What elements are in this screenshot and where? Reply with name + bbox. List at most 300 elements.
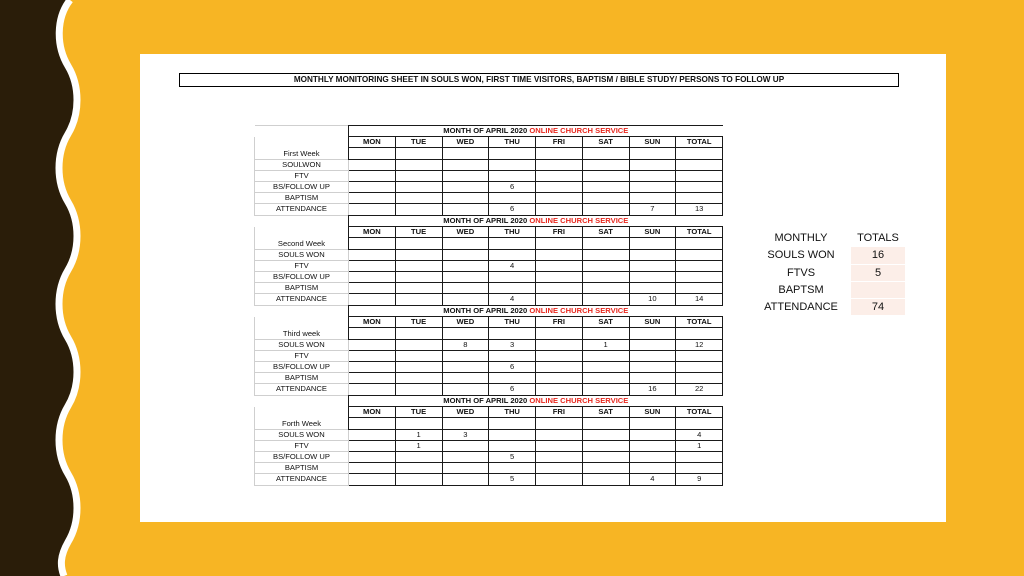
service-type-text: ONLINE CHURCH SERVICE bbox=[529, 396, 629, 406]
metric-cell bbox=[676, 361, 723, 372]
metric-cell bbox=[582, 350, 629, 361]
metric-cell: 1 bbox=[676, 440, 723, 451]
metric-cell bbox=[349, 463, 396, 474]
metric-cell bbox=[536, 463, 583, 474]
metric-cell bbox=[536, 260, 583, 271]
metric-cell bbox=[349, 271, 396, 282]
metric-cell bbox=[629, 271, 676, 282]
metric-cell bbox=[489, 283, 536, 294]
week-label: Forth Week bbox=[255, 407, 349, 429]
metric-cell bbox=[676, 170, 723, 181]
metric-cell bbox=[676, 350, 723, 361]
metric-cell: 6 bbox=[489, 181, 536, 192]
metric-cell bbox=[349, 384, 396, 395]
empty-cell bbox=[489, 238, 536, 249]
metric-cell bbox=[442, 294, 489, 305]
metric-cell bbox=[349, 204, 396, 215]
metric-cell bbox=[536, 339, 583, 350]
metric-cell bbox=[676, 193, 723, 204]
metric-cell bbox=[395, 170, 442, 181]
empty-cell bbox=[536, 418, 583, 429]
metric-cell bbox=[582, 260, 629, 271]
metric-cell bbox=[395, 373, 442, 384]
metric-cell bbox=[349, 193, 396, 204]
metric-row bbox=[255, 350, 723, 361]
metric-cell bbox=[582, 294, 629, 305]
metric-cell: 22 bbox=[676, 384, 723, 395]
metric-cell bbox=[582, 283, 629, 294]
metric-cell: 4 bbox=[489, 260, 536, 271]
day-header-row bbox=[255, 137, 723, 148]
metric-cell bbox=[395, 451, 442, 462]
week-table bbox=[254, 305, 723, 396]
month-header-row bbox=[255, 396, 723, 407]
metric-cell bbox=[489, 350, 536, 361]
service-type-text: ONLINE CHURCH SERVICE bbox=[529, 306, 629, 316]
empty-cell bbox=[349, 328, 396, 339]
metric-row bbox=[255, 249, 723, 260]
summary-row bbox=[751, 247, 905, 264]
month-header bbox=[349, 126, 723, 137]
metric-cell bbox=[536, 451, 583, 462]
day-column-header: TOTAL bbox=[676, 407, 723, 418]
week-label: Second Week bbox=[255, 227, 349, 249]
metric-cell bbox=[536, 283, 583, 294]
empty-cell bbox=[629, 328, 676, 339]
metric-cell bbox=[582, 474, 629, 485]
metric-cell bbox=[349, 339, 396, 350]
metric-row bbox=[255, 294, 723, 305]
metric-row bbox=[255, 373, 723, 384]
metric-row bbox=[255, 260, 723, 271]
day-column-header: FRI bbox=[536, 317, 583, 328]
month-header-text: MONTH OF APRIL 2020 bbox=[443, 306, 528, 316]
metric-cell bbox=[395, 384, 442, 395]
empty-cell bbox=[349, 238, 396, 249]
empty-cell bbox=[442, 418, 489, 429]
day-column-header: TUE bbox=[395, 317, 442, 328]
metric-cell bbox=[349, 170, 396, 181]
metric-label: ATTENDANCE bbox=[255, 204, 349, 215]
metric-cell bbox=[395, 260, 442, 271]
metric-cell: 4 bbox=[676, 429, 723, 440]
metric-cell bbox=[395, 294, 442, 305]
empty-cell bbox=[676, 148, 723, 159]
metric-cell bbox=[349, 451, 396, 462]
metric-label: SOULS WON bbox=[255, 429, 349, 440]
metric-cell bbox=[536, 373, 583, 384]
day-column-header: SAT bbox=[582, 317, 629, 328]
metric-cell bbox=[349, 283, 396, 294]
metric-cell bbox=[536, 429, 583, 440]
day-column-header: FRI bbox=[536, 137, 583, 148]
empty-cell bbox=[536, 238, 583, 249]
empty-cell bbox=[349, 418, 396, 429]
metric-cell bbox=[536, 249, 583, 260]
metric-cell bbox=[582, 204, 629, 215]
empty-cell bbox=[442, 328, 489, 339]
metric-cell bbox=[395, 271, 442, 282]
metric-row bbox=[255, 339, 723, 350]
metric-cell: 16 bbox=[629, 384, 676, 395]
metric-row bbox=[255, 361, 723, 372]
metric-cell bbox=[582, 271, 629, 282]
metric-label: SOULS WON bbox=[255, 249, 349, 260]
empty-cell bbox=[629, 148, 676, 159]
summary-value: 5 bbox=[851, 264, 905, 281]
metric-cell bbox=[676, 463, 723, 474]
day-column-header: WED bbox=[442, 137, 489, 148]
metric-cell bbox=[349, 373, 396, 384]
metric-cell: 14 bbox=[676, 294, 723, 305]
metric-cell bbox=[395, 193, 442, 204]
day-column-header: TUE bbox=[395, 407, 442, 418]
summary-label: SOULS WON bbox=[751, 247, 851, 264]
metric-cell bbox=[629, 361, 676, 372]
metric-cell: 5 bbox=[489, 451, 536, 462]
metric-row bbox=[255, 429, 723, 440]
metric-cell bbox=[349, 249, 396, 260]
day-header-row bbox=[255, 317, 723, 328]
metric-cell bbox=[442, 159, 489, 170]
day-column-header: MON bbox=[349, 317, 396, 328]
metric-cell: 4 bbox=[489, 294, 536, 305]
metric-cell bbox=[629, 339, 676, 350]
empty-cell bbox=[349, 148, 396, 159]
metric-cell bbox=[536, 474, 583, 485]
day-column-header: SUN bbox=[629, 227, 676, 238]
metric-label: ATTENDANCE bbox=[255, 474, 349, 485]
day-column-header: TUE bbox=[395, 227, 442, 238]
metric-cell bbox=[395, 463, 442, 474]
metric-cell: 6 bbox=[489, 384, 536, 395]
metric-cell bbox=[442, 181, 489, 192]
metric-row bbox=[255, 451, 723, 462]
metric-cell bbox=[442, 474, 489, 485]
day-column-header: MON bbox=[349, 407, 396, 418]
empty-cell bbox=[395, 148, 442, 159]
week-table bbox=[254, 395, 723, 486]
day-column-header: SUN bbox=[629, 407, 676, 418]
metric-cell bbox=[536, 170, 583, 181]
metric-label: BS/FOLLOW UP bbox=[255, 451, 349, 462]
metric-cell bbox=[489, 170, 536, 181]
metric-label: BAPTISM bbox=[255, 373, 349, 384]
metric-cell bbox=[349, 181, 396, 192]
metric-label: FTV bbox=[255, 350, 349, 361]
metric-cell bbox=[629, 181, 676, 192]
summary-label: FTVS bbox=[751, 264, 851, 281]
metric-row bbox=[255, 193, 723, 204]
metric-cell bbox=[349, 350, 396, 361]
metric-cell bbox=[676, 451, 723, 462]
service-type-text: ONLINE CHURCH SERVICE bbox=[529, 126, 629, 136]
metric-cell bbox=[395, 339, 442, 350]
metric-cell bbox=[582, 181, 629, 192]
day-column-header: TUE bbox=[395, 137, 442, 148]
empty-cell bbox=[629, 418, 676, 429]
metric-cell bbox=[629, 283, 676, 294]
metric-cell bbox=[395, 361, 442, 372]
monitoring-sheet bbox=[140, 54, 946, 522]
metric-cell bbox=[676, 181, 723, 192]
metric-row bbox=[255, 170, 723, 181]
day-column-header: THU bbox=[489, 407, 536, 418]
metric-cell bbox=[442, 260, 489, 271]
summary-value: 74 bbox=[851, 299, 905, 316]
week-label: Third week bbox=[255, 317, 349, 339]
metric-cell bbox=[629, 249, 676, 260]
metric-cell: 1 bbox=[582, 339, 629, 350]
day-column-header: THU bbox=[489, 317, 536, 328]
corner-cell bbox=[255, 396, 349, 407]
metric-cell bbox=[349, 361, 396, 372]
metric-cell bbox=[629, 463, 676, 474]
metric-cell bbox=[442, 440, 489, 451]
metric-cell bbox=[442, 249, 489, 260]
metric-cell: 13 bbox=[676, 204, 723, 215]
month-header-text: MONTH OF APRIL 2020 bbox=[443, 396, 528, 406]
metric-cell bbox=[582, 463, 629, 474]
metric-cell: 8 bbox=[442, 339, 489, 350]
day-column-header: SAT bbox=[582, 137, 629, 148]
metric-cell bbox=[582, 249, 629, 260]
metric-cell bbox=[349, 260, 396, 271]
empty-cell bbox=[582, 418, 629, 429]
empty-cell bbox=[489, 328, 536, 339]
metric-cell bbox=[629, 429, 676, 440]
summary-row bbox=[751, 299, 905, 316]
month-header-text: MONTH OF APRIL 2020 bbox=[443, 126, 528, 136]
empty-cell bbox=[395, 328, 442, 339]
metric-cell bbox=[442, 361, 489, 372]
empty-cell bbox=[629, 238, 676, 249]
metric-cell bbox=[676, 260, 723, 271]
day-header-row bbox=[255, 407, 723, 418]
metric-cell bbox=[442, 451, 489, 462]
metric-row bbox=[255, 271, 723, 282]
metric-cell bbox=[489, 249, 536, 260]
empty-cell bbox=[582, 148, 629, 159]
metric-row bbox=[255, 463, 723, 474]
metric-cell bbox=[582, 159, 629, 170]
day-column-header: TOTAL bbox=[676, 137, 723, 148]
corner-cell bbox=[255, 306, 349, 317]
month-header-row bbox=[255, 126, 723, 137]
metric-cell bbox=[536, 193, 583, 204]
metric-cell bbox=[442, 271, 489, 282]
metric-cell bbox=[629, 260, 676, 271]
metric-cell bbox=[536, 159, 583, 170]
metric-cell bbox=[349, 429, 396, 440]
sheet-title: MONTHLY MONITORING SHEET IN SOULS WON, FIRST TIME VISITORS, BAPTISM / BIBLE STUDY/ PERSONS TO FOLLOW UP bbox=[179, 73, 899, 87]
metric-cell bbox=[629, 373, 676, 384]
metric-cell: 3 bbox=[442, 429, 489, 440]
metric-cell: 6 bbox=[489, 204, 536, 215]
metric-cell bbox=[582, 451, 629, 462]
summary-value bbox=[851, 281, 905, 298]
metric-cell bbox=[629, 451, 676, 462]
metric-cell bbox=[629, 440, 676, 451]
summary-label: BAPTSM bbox=[751, 281, 851, 298]
metric-cell bbox=[442, 204, 489, 215]
metric-label: BS/FOLLOW UP bbox=[255, 181, 349, 192]
day-column-header: WED bbox=[442, 227, 489, 238]
metric-cell bbox=[442, 350, 489, 361]
metric-cell bbox=[676, 249, 723, 260]
metric-row bbox=[255, 204, 723, 215]
metric-cell bbox=[582, 361, 629, 372]
metric-cell bbox=[489, 440, 536, 451]
day-column-header: THU bbox=[489, 137, 536, 148]
month-header-text: MONTH OF APRIL 2020 bbox=[443, 216, 528, 226]
metric-cell bbox=[349, 440, 396, 451]
metric-cell bbox=[489, 271, 536, 282]
metric-cell bbox=[536, 271, 583, 282]
day-column-header: TOTAL bbox=[676, 317, 723, 328]
summary-label: ATTENDANCE bbox=[751, 299, 851, 316]
metric-cell: 1 bbox=[395, 440, 442, 451]
metric-cell bbox=[582, 429, 629, 440]
month-header bbox=[349, 306, 723, 317]
metric-cell bbox=[629, 193, 676, 204]
summary-header-label: MONTHLY bbox=[751, 230, 851, 247]
metric-label: ATTENDANCE bbox=[255, 384, 349, 395]
metric-cell bbox=[395, 283, 442, 294]
empty-cell bbox=[676, 238, 723, 249]
empty-cell bbox=[489, 418, 536, 429]
metric-cell bbox=[395, 204, 442, 215]
metric-cell bbox=[395, 350, 442, 361]
metric-cell bbox=[676, 159, 723, 170]
day-header-row bbox=[255, 227, 723, 238]
metric-cell bbox=[395, 249, 442, 260]
summary-header-totals: TOTALS bbox=[851, 230, 905, 247]
summary-header-row bbox=[751, 230, 905, 247]
day-column-header: SAT bbox=[582, 227, 629, 238]
metric-cell bbox=[489, 193, 536, 204]
metric-cell: 9 bbox=[676, 474, 723, 485]
month-header-row bbox=[255, 216, 723, 227]
metric-cell bbox=[676, 271, 723, 282]
week-label: First Week bbox=[255, 137, 349, 159]
day-column-header: THU bbox=[489, 227, 536, 238]
empty-cell bbox=[489, 148, 536, 159]
week-table bbox=[254, 125, 723, 216]
metric-cell bbox=[442, 373, 489, 384]
empty-cell bbox=[536, 328, 583, 339]
metric-cell: 10 bbox=[629, 294, 676, 305]
metric-cell bbox=[489, 159, 536, 170]
metric-cell bbox=[629, 170, 676, 181]
day-column-header: FRI bbox=[536, 227, 583, 238]
day-column-header: WED bbox=[442, 317, 489, 328]
metric-cell: 5 bbox=[489, 474, 536, 485]
summary-value: 16 bbox=[851, 247, 905, 264]
metric-label: FTV bbox=[255, 170, 349, 181]
metric-cell: 6 bbox=[489, 361, 536, 372]
monthly-summary-table bbox=[751, 230, 905, 316]
metric-cell bbox=[582, 373, 629, 384]
metric-cell bbox=[536, 204, 583, 215]
metric-cell bbox=[442, 193, 489, 204]
summary-row bbox=[751, 264, 905, 281]
empty-cell bbox=[442, 148, 489, 159]
metric-row bbox=[255, 440, 723, 451]
metric-cell bbox=[489, 373, 536, 384]
day-column-header: WED bbox=[442, 407, 489, 418]
metric-cell bbox=[536, 384, 583, 395]
metric-cell bbox=[582, 170, 629, 181]
corner-cell bbox=[255, 126, 349, 137]
month-header bbox=[349, 396, 723, 407]
day-column-header: SAT bbox=[582, 407, 629, 418]
empty-cell bbox=[676, 328, 723, 339]
metric-cell bbox=[395, 159, 442, 170]
metric-cell bbox=[582, 193, 629, 204]
metric-label: FTV bbox=[255, 440, 349, 451]
metric-cell bbox=[442, 463, 489, 474]
metric-cell bbox=[676, 283, 723, 294]
metric-label: BAPTISM bbox=[255, 193, 349, 204]
empty-cell bbox=[536, 148, 583, 159]
metric-label: ATTENDANCE bbox=[255, 294, 349, 305]
empty-cell bbox=[442, 238, 489, 249]
metric-cell bbox=[629, 350, 676, 361]
metric-label: SOULS WON bbox=[255, 339, 349, 350]
metric-cell bbox=[395, 474, 442, 485]
metric-row bbox=[255, 384, 723, 395]
empty-cell bbox=[582, 328, 629, 339]
metric-cell bbox=[349, 159, 396, 170]
metric-cell bbox=[536, 294, 583, 305]
metric-label: FTV bbox=[255, 260, 349, 271]
metric-cell: 3 bbox=[489, 339, 536, 350]
summary-row bbox=[751, 281, 905, 298]
metric-cell bbox=[349, 294, 396, 305]
week-table bbox=[254, 215, 723, 306]
metric-row bbox=[255, 159, 723, 170]
metric-cell bbox=[489, 429, 536, 440]
metric-cell bbox=[582, 440, 629, 451]
metric-label: BAPTISM bbox=[255, 463, 349, 474]
day-column-header: MON bbox=[349, 137, 396, 148]
metric-label: BS/FOLLOW UP bbox=[255, 361, 349, 372]
day-column-header: SUN bbox=[629, 137, 676, 148]
metric-cell bbox=[629, 159, 676, 170]
metric-cell bbox=[349, 474, 396, 485]
metric-cell bbox=[536, 181, 583, 192]
decorative-wave-border bbox=[0, 0, 110, 576]
metric-row bbox=[255, 474, 723, 485]
metric-cell bbox=[442, 283, 489, 294]
metric-cell bbox=[395, 181, 442, 192]
day-column-header: FRI bbox=[536, 407, 583, 418]
day-column-header: MON bbox=[349, 227, 396, 238]
metric-cell: 12 bbox=[676, 339, 723, 350]
metric-label: BS/FOLLOW UP bbox=[255, 271, 349, 282]
metric-row bbox=[255, 181, 723, 192]
day-column-header: TOTAL bbox=[676, 227, 723, 238]
metric-cell bbox=[536, 350, 583, 361]
metric-label: BAPTISM bbox=[255, 283, 349, 294]
metric-label: SOULWON bbox=[255, 159, 349, 170]
corner-cell bbox=[255, 216, 349, 227]
metric-cell bbox=[442, 384, 489, 395]
metric-cell bbox=[582, 384, 629, 395]
metric-cell bbox=[442, 170, 489, 181]
empty-cell bbox=[395, 418, 442, 429]
